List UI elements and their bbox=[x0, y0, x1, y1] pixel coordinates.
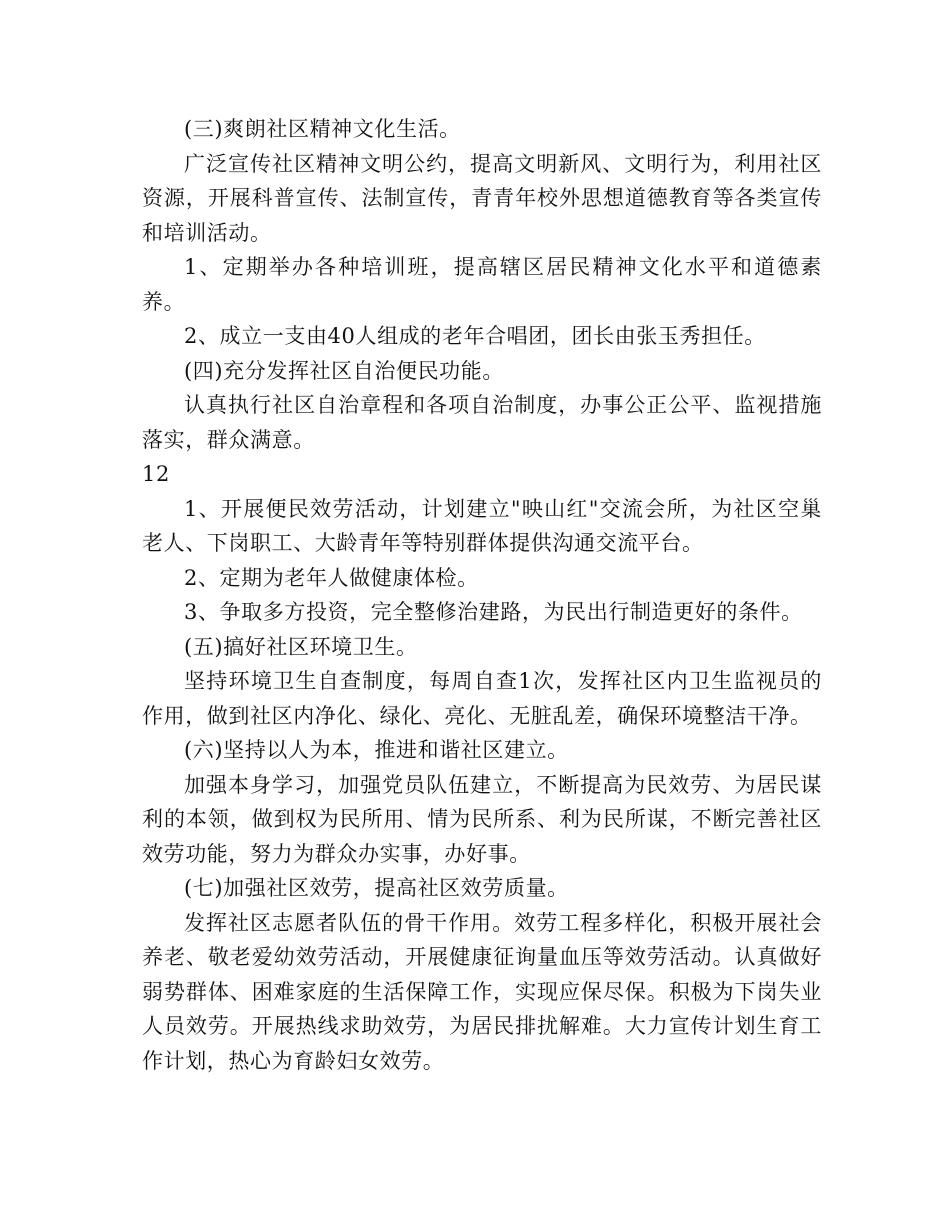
list-item: 2、成立一支由40人组成的老年合唱团，团长由张玉秀担任。 bbox=[184, 324, 766, 348]
list-item: 2、定期为老年人做健康体检。 bbox=[184, 565, 479, 590]
section-heading-5: (五)搞好社区环境卫生。 bbox=[184, 634, 418, 659]
body-paragraph: 加强本身学习，加强党员队伍建立，不断提高为民效劳、为居民谋利的本领，做到权为民所用、情为民所系、利为民所谋，不断完善社区效劳功能，努力为群众办实事，办好事。 bbox=[142, 772, 822, 866]
body-paragraph: 认真执行社区自治章程和各项自治制度，办事公正公平、监视措施落实，群众满意。 bbox=[142, 393, 822, 452]
list-item: 1、定期举办各种培训班，提高辖区居民精神文化水平和道德素养。 bbox=[142, 255, 822, 314]
section-heading-6: (六)坚持以人为本，推进和谐社区建立。 bbox=[184, 738, 569, 762]
section-heading-7: (七)加强社区效劳，提高社区效劳质量。 bbox=[184, 876, 569, 900]
section-heading-4: (四)充分发挥社区自治便民功能。 bbox=[184, 358, 504, 383]
body-paragraph: 广泛宣传社区精神文明公约，提高文明新风、文明行为，利用社区资源，开展科普宣传、法制宣传，青青年校外思想道德教育等各类宣传和培训活动。 bbox=[142, 151, 822, 245]
page-number: 12 bbox=[142, 462, 170, 486]
section-heading-3: (三)爽朗社区精神文化生活。 bbox=[184, 117, 461, 141]
body-paragraph: 坚持环境卫生自查制度，每周自查1次，发挥社区内卫生监视员的作用，做到社区内净化、绿化、亮化、无脏乱差，确保环境整洁干净。 bbox=[142, 669, 822, 728]
list-item: 3、争取多方投资，完全整修治建路，为民出行制造更好的条件。 bbox=[184, 600, 803, 624]
list-item: 1、开展便民效劳活动，计划建立"映山红"交流会所，为社区空巢老人、下岗职工、大龄青年等特别群体提供沟通交流平台。 bbox=[142, 496, 822, 555]
body-paragraph: 发挥社区志愿者队伍的骨干作用。效劳工程多样化，积极开展社会养老、敬老爱幼效劳活动，开展健康征询量血压等效劳活动。认真做好弱势群体、困难家庭的生活保障工作，实现应保尽保。积极为下岗失业人员效劳。开展热线求助效劳，为居民排扰解难。大力宣传计划生育工作计划，热心为育龄妇女效劳。 bbox=[142, 910, 822, 1073]
document-body bbox=[142, 112, 822, 1078]
